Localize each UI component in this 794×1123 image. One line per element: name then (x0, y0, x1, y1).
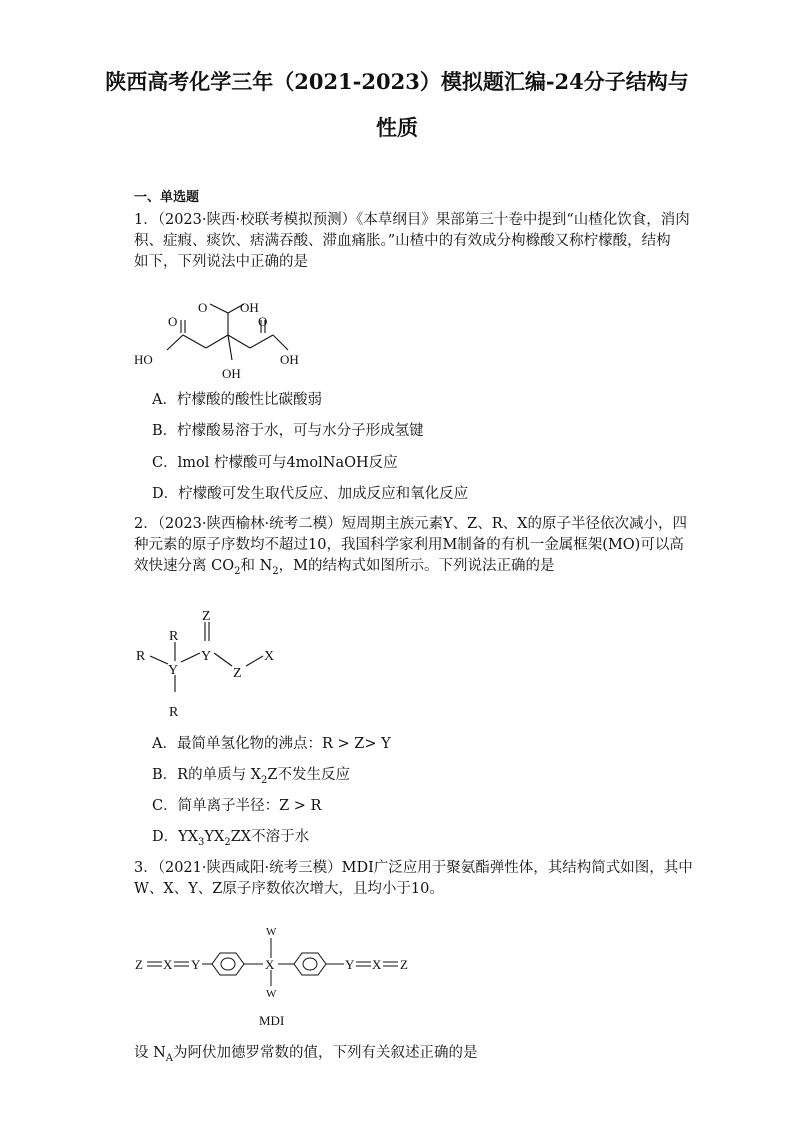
q2-option-d-part-b: YX (204, 829, 225, 845)
q3-tail-sub: A (165, 1052, 174, 1064)
question-1-stem (134, 210, 690, 273)
z-mid-label: Z (233, 666, 242, 681)
question-2-stem (134, 514, 687, 582)
q2-line-3 (134, 556, 674, 582)
o-left-label: O (168, 314, 178, 329)
q3-tail-part-a: 设 N (134, 1045, 166, 1061)
r-left-label: R (136, 649, 146, 664)
q2-option-b-part-b: Z不发生反应 (267, 767, 350, 783)
y-center-label: Y (201, 649, 212, 664)
y-right-label: Y (345, 957, 355, 972)
q2-option-c[interactable]: C．简单离子半径：Z > R (152, 798, 322, 814)
oh-bottom-label: OH (222, 366, 241, 381)
citric-acid-structure (130, 298, 320, 386)
q1-line-2: 积、症瘕、痰饮、痞满吞酸、滞血痛胀。”山楂中的有效成分枸橼酸又称柠檬酸，结构 (134, 233, 671, 249)
m-structure-formula (130, 606, 300, 724)
q2-option-b-sub: 2 (261, 774, 268, 786)
q1-option-b[interactable]: B．柠檬酸易溶于水，可与水分子形成氢键 (152, 423, 424, 439)
q1-option-d[interactable]: D．柠檬酸可发生取代反应、加成反应和氧化反应 (152, 486, 469, 502)
q2-option-d[interactable] (152, 825, 309, 848)
q2-line-2: 种元素的原子序数均不超过10，我国科学家利用M制备的有机一金属框架(MO)可以高 (134, 537, 684, 553)
r-top-label: R (169, 629, 179, 644)
r-bottom-label: R (169, 705, 179, 720)
y-left-label: Y (191, 957, 201, 972)
q1-line-1: 1．（2023·陕西·校联考模拟预测）《本草纲目》果部第三十卷中提到“山楂化饮食，消肉 (134, 212, 690, 228)
q3-tail-part-b: 为阿伏加德罗常数的值，下列有关叙述正确的是 (173, 1045, 478, 1061)
section-heading: 一、单选题 (134, 190, 200, 205)
q2-line-3-sub-2: 2 (272, 565, 279, 577)
x-center-label: X (265, 957, 275, 972)
q2-line-3-part-b: 和 N (240, 558, 273, 574)
oh-right-label: OH (280, 352, 299, 367)
x-left-label: X (163, 957, 173, 972)
q3-line-2: W、X、Y、Z原子序数依次增大，且均小于10。 (134, 881, 444, 897)
page-title-line1: 陕西高考化学三年（2021-2023）模拟题汇编-24分子结构与 (105, 69, 689, 94)
x-right-label: X (372, 957, 382, 972)
q2-line-3-part-c: ，M的结构式如图所示。下列说法正确的是 (278, 558, 555, 574)
w-bottom-label: W (266, 988, 277, 1000)
x-right-label: X (264, 649, 275, 664)
page-title-line2: 性质 (376, 115, 418, 140)
q2-option-d-sub-2: 2 (224, 836, 231, 848)
q2-option-d-part-a: D．YX (152, 829, 199, 845)
y-left-label: Y (168, 663, 179, 678)
z-top-label: Z (202, 609, 211, 624)
z-right-label: Z (400, 957, 408, 972)
q3-tail-line (134, 1043, 674, 1069)
q1-line-3: 如下，下列说法中正确的是 (134, 254, 308, 270)
question-3-stem (134, 858, 693, 900)
q1-option-a[interactable]: A．柠檬酸的酸性比碳酸弱 (152, 392, 322, 408)
q2-line-3-sub-1: 2 (234, 565, 241, 577)
w-top-label: W (266, 926, 277, 938)
mdi-caption: MDI (259, 1013, 285, 1028)
q2-option-b[interactable] (152, 763, 350, 786)
q2-option-d-sub-1: 3 (198, 836, 205, 848)
mdi-structure (130, 922, 420, 1032)
ho-left-label: HO (134, 352, 153, 367)
q1-option-c[interactable]: C．lmol 柠檬酸可与4molNaOH反应 (152, 455, 398, 471)
q2-option-b-part-a: B．R的单质与 X (152, 767, 262, 783)
o-right-label: O (258, 314, 268, 329)
q2-option-a[interactable]: A．最简单氢化物的沸点：R > Z> Y (152, 736, 391, 752)
q2-line-3-part-a: 效快速分离 CO (134, 558, 235, 574)
q3-line-1: 3．（2021·陕西咸阳·统考三模）MDI广泛应用于聚氨酯弹性体，其结构简式如图，其中 (134, 860, 693, 876)
q2-line-1: 2．（2023·陕西榆林·统考二模）短周期主族元素Y、Z、R、X的原子半径依次减小，四 (134, 516, 687, 532)
q2-option-d-part-c: ZX不溶于水 (230, 829, 310, 845)
o-top-label: O (198, 300, 208, 315)
oh-top-label: OH (240, 300, 259, 315)
z-left-label: Z (135, 957, 143, 972)
